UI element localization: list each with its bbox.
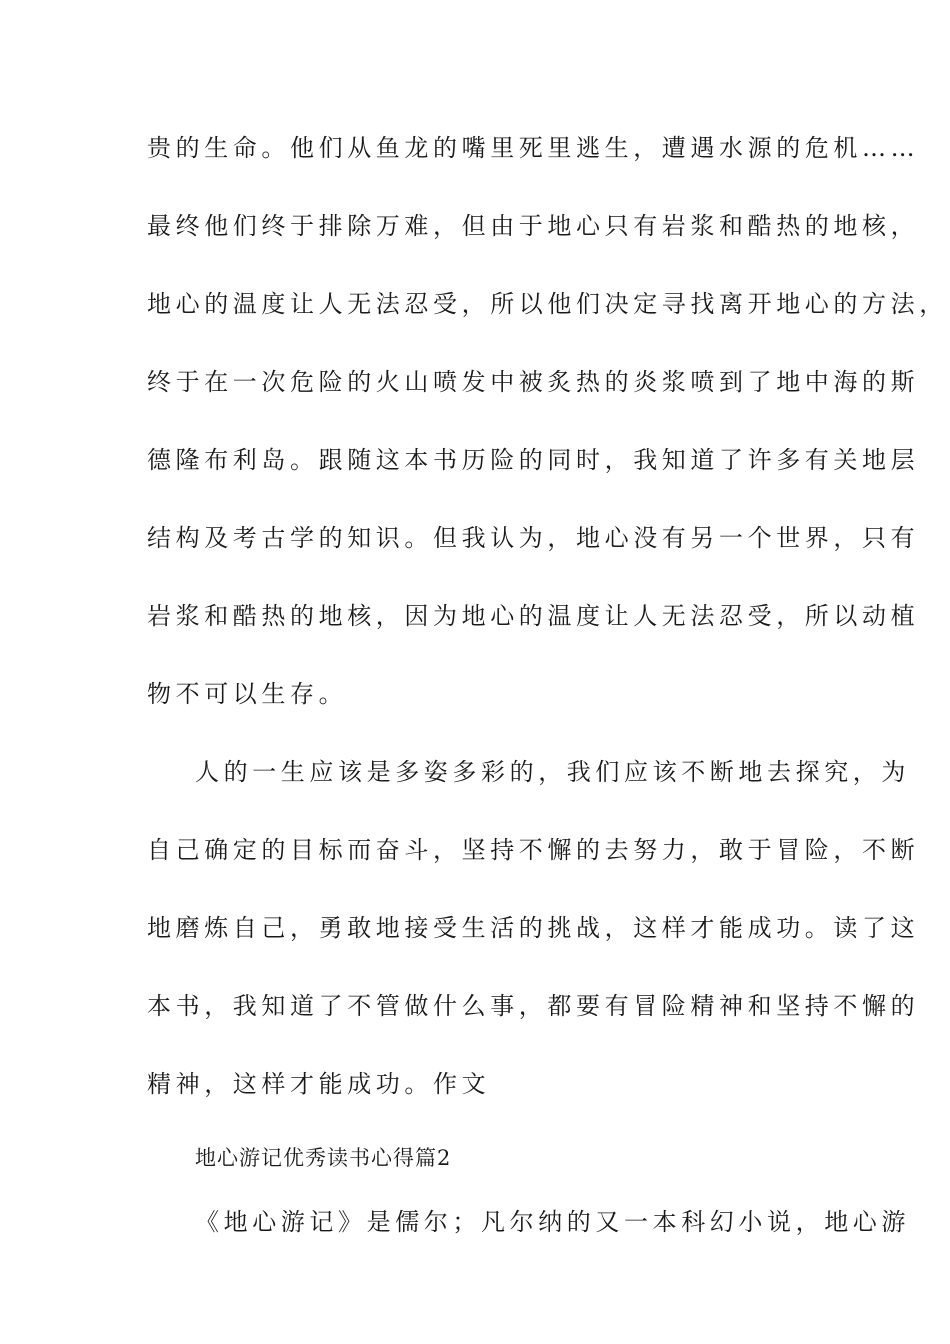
text-line: 德隆布利岛。跟随这本书历险的同时，我知道了许多有关地层 — [147, 446, 920, 474]
text-line: 自己确定的目标而奋斗，坚持不懈的去努力，敢于冒险，不断 — [147, 836, 920, 864]
text-line: 岩浆和酷热的地核，因为地心的温度让人无法忍受，所以动植 — [147, 602, 920, 630]
text-line: 最终他们终于排除万难，但由于地心只有岩浆和酷热的地核， — [147, 212, 920, 240]
text-line: 地心的温度让人无法忍受，所以他们决定寻找离开地心的方法， — [147, 290, 948, 318]
text-line: 精神，这样才能成功。作文 — [147, 1070, 491, 1098]
text-line: 结构及考古学的知识。但我认为，地心没有另一个世界，只有 — [147, 524, 920, 552]
text-line: 人的一生应该是多姿多彩的，我们应该不断地去探究，为 — [195, 758, 910, 786]
text-line: 终于在一次危险的火山喷发中被炙热的炎浆喷到了地中海的斯 — [147, 368, 920, 396]
text-line: 贵的生命。他们从鱼龙的嘴里死里逃生，遭遇水源的危机…… — [147, 134, 920, 162]
text-line: 物不可以生存。 — [147, 680, 348, 708]
text-line: 地磨炼自己，勇敢地接受生活的挑战，这样才能成功。读了这 — [147, 914, 920, 942]
text-line: 《地心游记》是儒尔；凡尔纳的又一本科幻小说，地心游 — [195, 1208, 910, 1236]
section-heading: 地心游记优秀读书心得篇2 — [195, 1146, 452, 1170]
text-line: 本书，我知道了不管做什么事，都要有冒险精神和坚持不懈的 — [147, 992, 920, 1020]
